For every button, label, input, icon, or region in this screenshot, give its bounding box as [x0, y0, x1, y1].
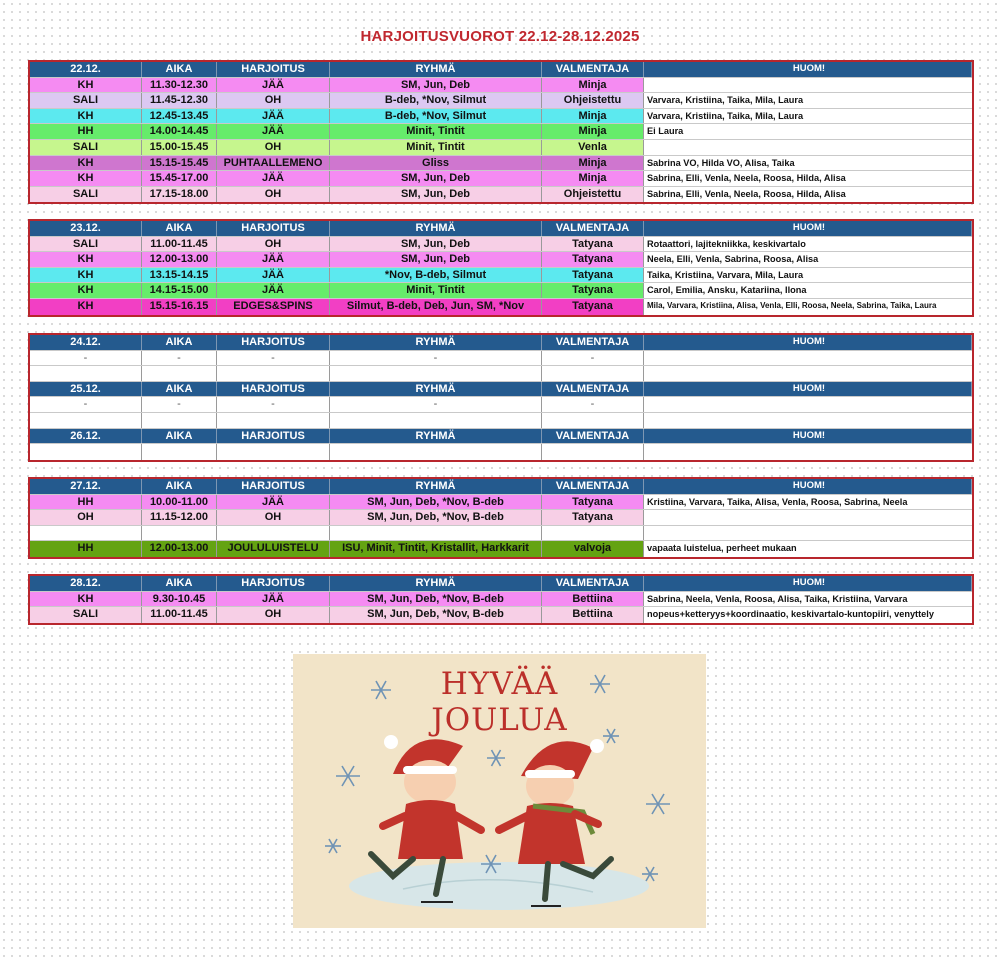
- coach-cell: Bettiina: [542, 607, 644, 623]
- place-cell: KH: [30, 299, 142, 315]
- table-row: [30, 252, 972, 268]
- time-cell: 15.15-16.15: [142, 299, 217, 315]
- place-cell: -: [30, 397, 142, 412]
- group-header: RYHMÄ: [330, 62, 542, 77]
- note-cell: Varvara, Kristiina, Taika, Mila, Laura: [647, 110, 804, 121]
- training-cell: JOULULUISTELU: [217, 541, 330, 557]
- note-header: HUOM!: [644, 335, 972, 350]
- note-cell: Kristiina, Varvara, Taika, Alisa, Venla, Roosa, Sabrina, Neela: [647, 496, 908, 507]
- training-cell: JÄÄ: [217, 592, 330, 607]
- note-cell: [644, 140, 972, 155]
- date-header: 26.12.: [30, 429, 142, 444]
- time-header: AIKA: [142, 382, 217, 397]
- coach-cell: Tatyana: [542, 299, 644, 315]
- time-cell: 12.00-13.00: [142, 541, 217, 557]
- place-cell: SALI: [30, 187, 142, 203]
- training-cell: OH: [217, 93, 330, 108]
- table-row: [30, 124, 972, 140]
- skating-elves-illustration: [293, 654, 706, 928]
- note-cell: [644, 78, 972, 93]
- note-cell: Varvara, Kristiina, Taika, Mila, Laura: [647, 95, 804, 106]
- coach-cell: Tatyana: [542, 495, 644, 510]
- coach-cell: Tatyana: [542, 268, 644, 283]
- coach-header: VALMENTAJA: [542, 479, 644, 494]
- training-header: HARJOITUS: [217, 382, 330, 397]
- time-header: AIKA: [142, 62, 217, 77]
- table-row: [30, 444, 972, 460]
- training-cell: JÄÄ: [217, 124, 330, 139]
- coach-cell: Minja: [542, 124, 644, 139]
- training-cell: JÄÄ: [217, 268, 330, 283]
- place-cell: KH: [30, 78, 142, 93]
- time-cell: 15.00-15.45: [142, 140, 217, 155]
- table-row: [30, 366, 972, 382]
- time-cell: 13.15-14.15: [142, 268, 217, 283]
- group-cell: SM, Jun, Deb: [330, 78, 542, 93]
- note-header: HUOM!: [644, 62, 972, 77]
- date-header: 23.12.: [30, 221, 142, 236]
- coach-cell: Venla: [542, 140, 644, 155]
- snowflake-icon: [325, 675, 670, 881]
- note-cell: Taika, Kristiina, Varvara, Mila, Laura: [647, 269, 804, 280]
- time-cell: 15.15-15.45: [142, 156, 217, 171]
- header-row: [30, 62, 972, 78]
- time-cell: 11.00-11.45: [142, 237, 217, 252]
- table-row: [30, 109, 972, 125]
- date-header: 22.12.: [30, 62, 142, 77]
- training-cell: -: [217, 397, 330, 412]
- coach-header: VALMENTAJA: [542, 335, 644, 350]
- training-cell: JÄÄ: [217, 109, 330, 124]
- group-cell: B-deb, *Nov, Silmut: [330, 109, 542, 124]
- table-row: [30, 237, 972, 253]
- date-header: 25.12.: [30, 382, 142, 397]
- date-header: 28.12.: [30, 576, 142, 591]
- header-row: [30, 576, 972, 592]
- note-header: HUOM!: [644, 382, 972, 397]
- note-cell: Mila, Varvara, Kristiina, Alisa, Venla, Elli, Roosa, Neela, Sabrina, Taika, Laura: [647, 300, 937, 310]
- group-cell: Gliss: [330, 156, 542, 171]
- table-row: [30, 299, 972, 315]
- training-header: HARJOITUS: [217, 62, 330, 77]
- coach-cell: valvoja: [542, 541, 644, 557]
- header-row: [30, 382, 972, 398]
- note-cell: [644, 397, 972, 412]
- time-cell: 9.30-10.45: [142, 592, 217, 607]
- time-cell: 14.00-14.45: [142, 124, 217, 139]
- coach-cell: -: [542, 397, 644, 412]
- table-row: [30, 140, 972, 156]
- group-header: RYHMÄ: [330, 479, 542, 494]
- schedule-block-23-12: [28, 219, 974, 317]
- training-cell: -: [217, 351, 330, 366]
- schedule-block-22-12: [28, 60, 974, 204]
- group-cell: B-deb, *Nov, Silmut: [330, 93, 542, 108]
- table-row: [30, 397, 972, 413]
- header-row: [30, 429, 972, 445]
- time-cell: 12.45-13.45: [142, 109, 217, 124]
- group-cell: Silmut, B-deb, Deb, Jun, SM, *Nov: [330, 299, 542, 315]
- training-cell: JÄÄ: [217, 252, 330, 267]
- training-cell: JÄÄ: [217, 78, 330, 93]
- note-cell: nopeus+ketteryys+koordinaatio, keskivartalo-kuntopiiri, venyttely: [647, 609, 934, 620]
- place-cell: KH: [30, 109, 142, 124]
- table-row: [30, 78, 972, 94]
- group-header: RYHMÄ: [330, 221, 542, 236]
- time-cell: 12.00-13.00: [142, 252, 217, 267]
- group-cell: SM, Jun, Deb, *Nov, B-deb: [330, 607, 542, 623]
- note-cell: Sabrina, Elli, Venla, Neela, Roosa, Hilda, Alisa: [647, 173, 846, 184]
- time-cell: -: [142, 397, 217, 412]
- schedule-block-24-26-12: [28, 333, 974, 462]
- note-cell: [644, 351, 972, 366]
- training-cell: JÄÄ: [217, 495, 330, 510]
- group-cell: Minit, Tintit: [330, 283, 542, 298]
- time-cell: 11.45-12.30: [142, 93, 217, 108]
- training-cell: OH: [217, 187, 330, 203]
- time-header: AIKA: [142, 479, 217, 494]
- coach-cell: Tatyana: [542, 252, 644, 267]
- table-row: [30, 526, 972, 542]
- table-row: [30, 495, 972, 511]
- time-cell: 11.00-11.45: [142, 607, 217, 623]
- date-header: 27.12.: [30, 479, 142, 494]
- date-header: 24.12.: [30, 335, 142, 350]
- coach-cell: Ohjeistettu: [542, 187, 644, 203]
- training-header: HARJOITUS: [217, 335, 330, 350]
- coach-cell: Minja: [542, 156, 644, 171]
- group-cell: *Nov, B-deb, Silmut: [330, 268, 542, 283]
- christmas-card: [293, 654, 706, 928]
- table-row: [30, 541, 972, 557]
- coach-cell: Minja: [542, 109, 644, 124]
- time-cell: 11.15-12.00: [142, 510, 217, 525]
- place-cell: OH: [30, 510, 142, 525]
- group-cell: SM, Jun, Deb: [330, 237, 542, 252]
- place-cell: -: [30, 351, 142, 366]
- training-cell: JÄÄ: [217, 283, 330, 298]
- place-cell: HH: [30, 124, 142, 139]
- place-cell: KH: [30, 268, 142, 283]
- group-header: RYHMÄ: [330, 335, 542, 350]
- schedule-block-28-12: [28, 574, 974, 625]
- page-title: HARJOITUSVUOROT 22.12-28.12.2025: [360, 28, 640, 45]
- time-cell: 11.30-12.30: [142, 78, 217, 93]
- place-cell: HH: [30, 495, 142, 510]
- group-cell: ISU, Minit, Tintit, Kristallit, Harkkarit: [330, 541, 542, 557]
- header-row: [30, 335, 972, 351]
- training-cell: PUHTAALLEMENO: [217, 156, 330, 171]
- place-cell: KH: [30, 283, 142, 298]
- greeting-line-1: HYVÄÄ: [440, 666, 559, 702]
- coach-cell: Bettiina: [542, 592, 644, 607]
- table-row: [30, 592, 972, 608]
- training-cell: OH: [217, 237, 330, 252]
- note-header: HUOM!: [644, 429, 972, 444]
- time-cell: 10.00-11.00: [142, 495, 217, 510]
- group-cell: SM, Jun, Deb, *Nov, B-deb: [330, 495, 542, 510]
- place-cell: HH: [30, 541, 142, 557]
- note-header: HUOM!: [644, 479, 972, 494]
- coach-cell: Ohjeistettu: [542, 93, 644, 108]
- coach-cell: Tatyana: [542, 237, 644, 252]
- training-header: HARJOITUS: [217, 221, 330, 236]
- time-cell: 14.15-15.00: [142, 283, 217, 298]
- group-cell: -: [330, 351, 542, 366]
- note-header: HUOM!: [644, 576, 972, 591]
- coach-header: VALMENTAJA: [542, 429, 644, 444]
- place-cell: SALI: [30, 93, 142, 108]
- place-cell: KH: [30, 156, 142, 171]
- group-cell: SM, Jun, Deb, *Nov, B-deb: [330, 592, 542, 607]
- training-cell: OH: [217, 607, 330, 623]
- coach-cell: Tatyana: [542, 510, 644, 525]
- training-header: HARJOITUS: [217, 429, 330, 444]
- header-row: [30, 221, 972, 237]
- note-cell: Carol, Emilia, Ansku, Katariina, Ilona: [647, 285, 807, 296]
- table-row: [30, 607, 972, 623]
- training-header: HARJOITUS: [217, 576, 330, 591]
- note-cell: [644, 510, 972, 525]
- place-cell: KH: [30, 252, 142, 267]
- greeting-line-2: JOULUA: [431, 702, 568, 738]
- note-cell: Sabrina, Neela, Venla, Roosa, Alisa, Taika, Kristiina, Varvara: [647, 593, 908, 604]
- schedule-block-27-12: [28, 477, 974, 559]
- table-row: [30, 171, 972, 187]
- group-cell: SM, Jun, Deb, *Nov, B-deb: [330, 510, 542, 525]
- table-row: [30, 156, 972, 172]
- place-cell: KH: [30, 592, 142, 607]
- table-row: [30, 187, 972, 203]
- time-header: AIKA: [142, 576, 217, 591]
- group-cell: SM, Jun, Deb: [330, 187, 542, 203]
- group-cell: Minit, Tintit: [330, 124, 542, 139]
- time-header: AIKA: [142, 335, 217, 350]
- table-row: [30, 283, 972, 299]
- group-header: RYHMÄ: [330, 576, 542, 591]
- time-cell: -: [142, 351, 217, 366]
- place-cell: SALI: [30, 237, 142, 252]
- coach-cell: Minja: [542, 171, 644, 186]
- group-cell: Minit, Tintit: [330, 140, 542, 155]
- note-cell: Neela, Elli, Venla, Sabrina, Roosa, Alisa: [647, 254, 819, 265]
- table-row: [30, 413, 972, 429]
- training-cell: JÄÄ: [217, 171, 330, 186]
- table-row: [30, 510, 972, 526]
- time-header: AIKA: [142, 221, 217, 236]
- note-cell: Sabrina VO, Hilda VO, Alisa, Taika: [647, 157, 795, 168]
- place-cell: SALI: [30, 607, 142, 623]
- time-cell: 17.15-18.00: [142, 187, 217, 203]
- coach-cell: -: [542, 351, 644, 366]
- group-cell: SM, Jun, Deb: [330, 252, 542, 267]
- coach-cell: Tatyana: [542, 283, 644, 298]
- coach-header: VALMENTAJA: [542, 221, 644, 236]
- table-row: [30, 268, 972, 284]
- coach-header: VALMENTAJA: [542, 576, 644, 591]
- note-header: HUOM!: [644, 221, 972, 236]
- time-cell: 15.45-17.00: [142, 171, 217, 186]
- training-cell: EDGES&SPINS: [217, 299, 330, 315]
- coach-header: VALMENTAJA: [542, 382, 644, 397]
- table-row: [30, 351, 972, 367]
- note-cell: Ei Laura: [647, 126, 684, 137]
- note-cell: Rotaattori, lajitekniikka, keskivartalo: [647, 238, 806, 249]
- coach-header: VALMENTAJA: [542, 62, 644, 77]
- group-cell: -: [330, 397, 542, 412]
- coach-cell: Minja: [542, 78, 644, 93]
- note-cell: Sabrina, Elli, Venla, Neela, Roosa, Hilda, Alisa: [647, 188, 846, 199]
- training-cell: OH: [217, 510, 330, 525]
- group-header: RYHMÄ: [330, 429, 542, 444]
- note-cell: vapaata luistelua, perheet mukaan: [647, 543, 797, 554]
- training-header: HARJOITUS: [217, 479, 330, 494]
- group-cell: SM, Jun, Deb: [330, 171, 542, 186]
- group-header: RYHMÄ: [330, 382, 542, 397]
- table-row: [30, 93, 972, 109]
- time-header: AIKA: [142, 429, 217, 444]
- place-cell: KH: [30, 171, 142, 186]
- header-row: [30, 479, 972, 495]
- place-cell: SALI: [30, 140, 142, 155]
- training-cell: OH: [217, 140, 330, 155]
